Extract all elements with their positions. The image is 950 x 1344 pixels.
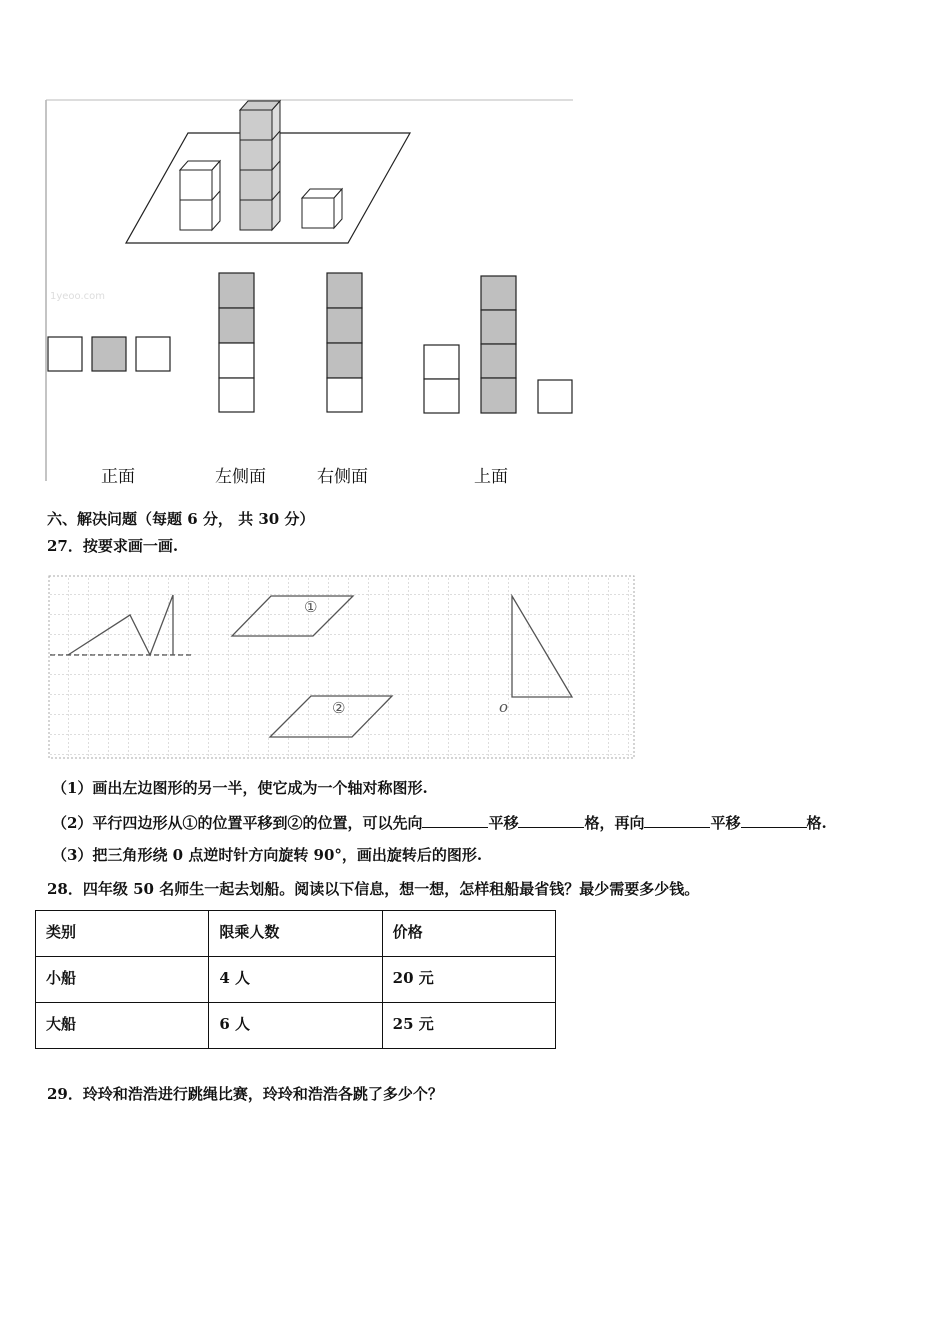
- left-view-label: 左侧面: [215, 467, 266, 487]
- right-side-view: [327, 273, 362, 412]
- top-view: [424, 276, 572, 413]
- q27-grid-figure: [48, 574, 636, 760]
- blank-count-2[interactable]: [741, 811, 807, 828]
- watermark: 1yeoo.com: [50, 291, 106, 302]
- top-view-label: 上面: [474, 467, 508, 487]
- boat-table: [35, 910, 556, 1049]
- header-cell: 类别: [36, 911, 209, 957]
- table-row: [36, 1003, 556, 1049]
- table-cell: 20 元: [382, 957, 555, 1003]
- q28-title: 28．四年级 50 名师生一起去划船。阅读以下信息，想一想，怎样租船最省钱？最少需要多少钱。: [47, 880, 700, 898]
- table-cell: 4 人: [209, 957, 382, 1003]
- origin-label: o: [499, 698, 509, 716]
- left-side-view: [219, 273, 254, 412]
- cube-views-figure: [0, 0, 600, 500]
- left-cube-stack: [180, 161, 220, 230]
- q27-title: 27．按要求画一画.: [47, 537, 179, 555]
- middle-cube-stack: [240, 101, 280, 230]
- q29-title: 29．玲玲和浩浩进行跳绳比赛，玲玲和浩浩各跳了多少个？: [47, 1085, 443, 1103]
- table-cell: 6 人: [209, 1003, 382, 1049]
- front-view: [48, 337, 170, 371]
- label-2: ②: [332, 699, 346, 717]
- header-cell: 限乘人数: [209, 911, 382, 957]
- table-cell: 小船: [36, 957, 209, 1003]
- label-1: ①: [304, 598, 318, 616]
- blank-count-1[interactable]: [518, 811, 584, 828]
- table-cell: 25 元: [382, 1003, 555, 1049]
- front-view-label: 正面: [101, 467, 135, 487]
- blank-direction-2[interactable]: [644, 811, 710, 828]
- header-cell: 价格: [382, 911, 555, 957]
- table-cell: 大船: [36, 1003, 209, 1049]
- q27-part1: （1）画出左边图形的另一半，使它成为一个轴对称图形.: [52, 779, 428, 797]
- section-heading: 六、解决问题（每题 6 分， 共 30 分）: [47, 510, 315, 528]
- table-row: [36, 957, 556, 1003]
- right-cube: [302, 189, 342, 228]
- q27-part2: （2）平行四边形从①的位置平移到②的位置，可以先向 平移 格，再向 平移 格.: [52, 811, 827, 833]
- blank-direction-1[interactable]: [422, 811, 488, 828]
- q27-part3: （3）把三角形绕 0 点逆时针方向旋转 90°，画出旋转后的图形.: [52, 846, 483, 864]
- table-header-row: [36, 911, 556, 957]
- right-view-label: 右侧面: [317, 467, 368, 487]
